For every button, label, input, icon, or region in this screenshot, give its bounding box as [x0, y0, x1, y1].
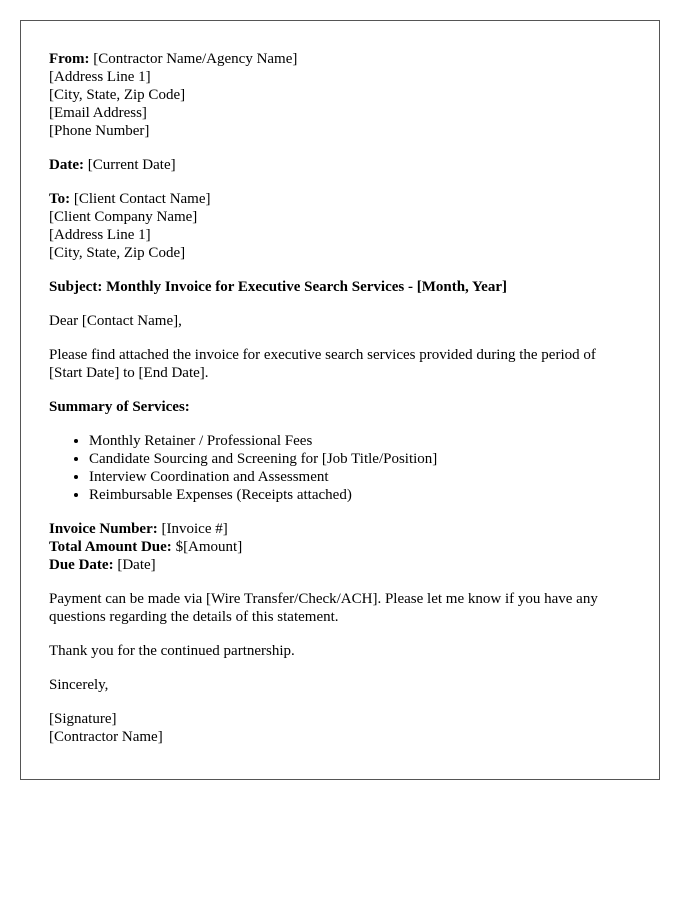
- recipient-block: [49, 190, 631, 262]
- list-item: • Interview Coordination and Assessment: [89, 468, 631, 486]
- recipient-contact: [Client Contact Name]: [73, 191, 211, 207]
- total-amount-line: [49, 538, 631, 556]
- invoice-number-line: [49, 520, 631, 538]
- thanks-paragraph: Thank you for the continued partnership.: [49, 643, 295, 659]
- date-label: Date:: [49, 157, 84, 173]
- sender-name: [Contractor Name/Agency Name]: [93, 51, 298, 67]
- sender-city-state-zip: [City, State, Zip Code]: [49, 87, 186, 103]
- due-date-label: Due Date:: [49, 557, 114, 573]
- date-line: [49, 156, 631, 174]
- invoice-number-label: Invoice Number:: [49, 521, 158, 537]
- sender-address: [Address Line 1]: [49, 69, 151, 85]
- signature-block: [49, 710, 631, 746]
- recipient-city-state-zip: [City, State, Zip Code]: [49, 245, 186, 261]
- list-item: • Monthly Retainer / Professional Fees: [89, 432, 631, 450]
- sender-phone: [Phone Number]: [49, 123, 150, 139]
- sender-email: [Email Address]: [49, 105, 147, 121]
- invoice-details: [49, 520, 631, 574]
- date-block: [49, 156, 631, 174]
- due-date-value: [Date]: [117, 557, 156, 573]
- recipient-company: [Client Company Name]: [49, 209, 198, 225]
- total-amount-value: $[Amount]: [175, 539, 243, 555]
- to-label: To:: [49, 191, 71, 207]
- closing: Sincerely,: [49, 677, 109, 693]
- recipient-to-line: [49, 190, 631, 208]
- due-date-line: [49, 556, 631, 574]
- from-label: From:: [49, 51, 90, 67]
- recipient-address: [Address Line 1]: [49, 227, 151, 243]
- payment-paragraph: Payment can be made via [Wire Transfer/Check/ACH]. Please let me know if you have any questions regarding the details of this statement.: [49, 591, 598, 625]
- subject-line: Subject: Monthly Invoice for Executive Search Services - [Month, Year]: [49, 279, 507, 295]
- signer-name: [Contractor Name]: [49, 729, 163, 745]
- total-amount-label: Total Amount Due:: [49, 539, 172, 555]
- list-item: • Reimbursable Expenses (Receipts attached): [89, 486, 631, 504]
- date-value: [Current Date]: [87, 157, 176, 173]
- summary-heading: Summary of Services:: [49, 399, 190, 415]
- invoice-number-value: [Invoice #]: [161, 521, 228, 537]
- sender-from-line: [49, 50, 631, 68]
- signature: [Signature]: [49, 711, 117, 727]
- intro-paragraph: Please find attached the invoice for executive search services provided during the period of [Start Date] to [End Date].: [49, 347, 596, 381]
- letter-page: [20, 20, 660, 780]
- services-list: [49, 432, 631, 504]
- salutation: Dear [Contact Name],: [49, 313, 182, 329]
- list-item: • Candidate Sourcing and Screening for [Job Title/Position]: [89, 450, 631, 468]
- sender-block: [49, 50, 631, 140]
